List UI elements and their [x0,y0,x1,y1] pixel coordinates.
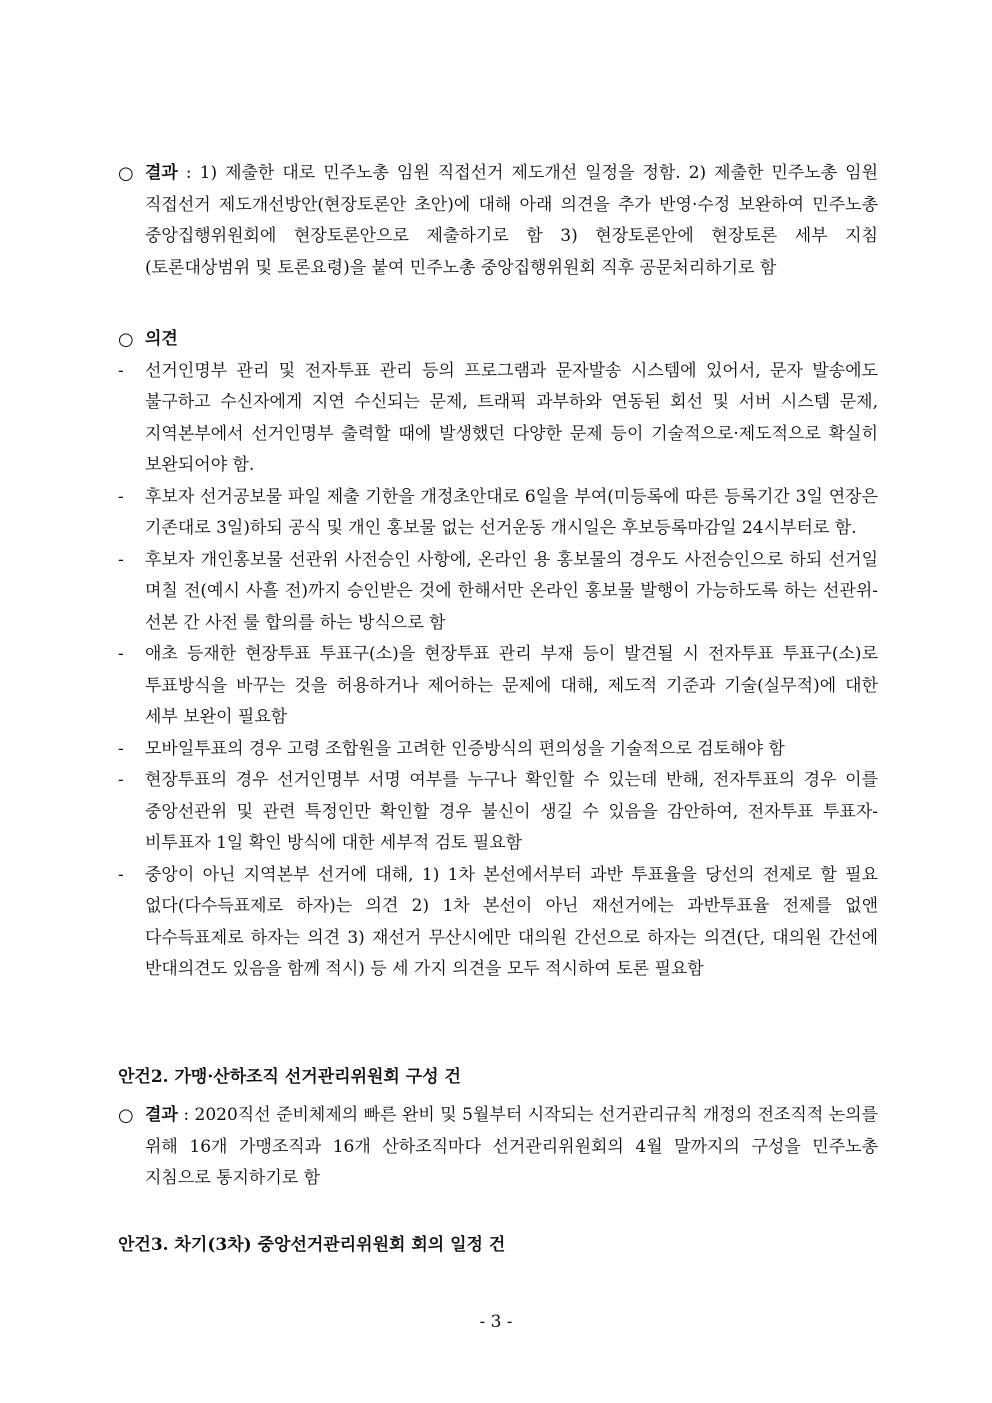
result-body: 2020직선 준비체제의 빠른 완비 및 5월부터 시작되는 선거관리규칙 개정의 전조직적 논의를 위해 16개 가맹조직과 16개 산하조직마다 선거관리위원회의 4월 말까지의 구성을 민주노총 지침으로 통지하기로 함 [145,1105,878,1188]
opinion-list-item [118,860,878,986]
result-body: 1) 제출한 대로 민주노총 임원 직접선거 제도개선 일정을 정함. 2) 제출한 민주노총 임원 직접선거 제도개선방안(현장토론안 초안)에 대해 아래 의견을 추가 반영·수정 보완하여 민주노총 중앙집행위원회에 현장토론안으로 제출하기로 함 3) 현장토론안에 현장토론 세부 지침(토론대상범위 및 토론요령)을 붙여 민주노총 중앙집행위원회 직후 공문처리하기로 함 [145,163,878,278]
dash-bullet: - [118,360,124,381]
opinion-list-item [118,545,878,640]
opinion-text: 중앙이 아닌 지역본부 선거에 대해, 1) 1차 본선에서부터 과반 투표율을 당선의 전제로 할 필요 없다(다수득표제로 하자)는 의견 2) 1차 본선이 아닌 재선거에는 과반투표율 전제를 없앤 다수득표제로 하자는 의견 3) 재선거 무산시에만 대의원 간선으로 하자는 의견(단, 대의원 간선에 반대의견도 있음을 함께 적시) 등 세 가지 의견을 모두 적시하여 토론 필요함 [145,864,878,979]
dash-bullet: - [118,486,124,507]
result-colon: : [177,163,200,183]
opinion-list-item [118,734,878,766]
opinion-list-item [118,482,878,545]
agenda1-result-item [118,158,878,284]
page-number: - 3 - [479,1312,513,1332]
dash-bullet: - [118,864,124,885]
circle-bullet-icon: ○ [118,163,134,184]
opinion-text: 애초 등재한 현장투표 투표구(소)을 현장투표 관리 부재 등이 발견될 시 전자투표 투표구(소)로 투표방식을 바꾸는 것을 허용하거나 제어하는 문제에 대해, 제도적 기준과 기술(실무적)에 대한 세부 보완이 필요함 [145,644,878,727]
agenda2-heading: 안건2. 가맹·산하조직 선거관리위원회 구성 건 [118,1067,461,1087]
result-label: 결과 [145,1105,178,1125]
opinion-text: 현장투표의 경우 선거인명부 서명 여부를 누구나 확인할 수 있는데 반해, 전자투표의 경우 이를 중앙선관위 및 관련 특정인만 확인할 경우 불신이 생길 수 있음을 감안하여, 전자투표 투표자-비투표자 1일 확인 방식에 대한 세부적 검토 필요함 [145,770,878,853]
opinion-text: 후보자 선거공보물 파일 제출 기한을 개정초안대로 6일을 부여(미등록에 따른 등록기간 3일 연장은 기존대로 3일)하되 공식 및 개인 홍보물 없는 선거운동 개시일은 후보등록마감일 24시부터로 함. [145,486,878,538]
opinion-label: 의견 [145,329,178,349]
opinion-text: 모바일투표의 경우 고령 조합원을 고려한 인증방식의 편의성을 기술적으로 검토해야 함 [145,738,785,759]
dash-bullet: - [118,644,124,664]
opinion-list-item [118,765,878,860]
result-colon: : [177,1105,195,1125]
agenda1-result-text [145,158,878,284]
opinion-text: 선거인명부 관리 및 전자투표 관리 등의 프로그램과 문자발송 시스템에 있어서, 문자 발송에도 불구하고 수신자에게 지연 수신되는 문제, 트래픽 과부하와 연동된 회선 및 서버 시스템 문제, 지역본부에서 선거인명부 출력할 때에 발생했던 다양한 문제 등이 기술적으로·제도적으로 확실히 보완되어야 함. [145,360,878,475]
opinion-text: 후보자 개인홍보물 선관위 사전승인 사항에, 온라인 용 홍보물의 경우도 사전승인으로 하되 선거일 며칠 전(예시 사흘 전)까지 승인받은 것에 한해서만 온라인 홍보물 발행이 가능하도록 하는 선관위-선본 간 사전 룰 합의를 하는 방식으로 함 [145,549,878,633]
agenda3-heading: 안건3. 차기(3차) 중앙선거관리위원회 회의 일정 건 [118,1235,506,1255]
agenda1-result-block [118,158,878,284]
opinion-header [118,324,878,356]
agenda2-result-text [145,1100,878,1195]
dash-bullet: - [118,549,124,570]
circle-bullet-icon: ○ [118,1105,134,1126]
result-label: 결과 [145,163,178,183]
agenda2-result-item [118,1100,878,1195]
circle-bullet-icon: ○ [118,329,134,350]
agenda2-result-block [118,1100,878,1195]
dash-bullet: - [118,738,124,759]
dash-bullet: - [118,770,124,790]
opinion-list-item [118,639,878,734]
agenda1-opinion-block [118,324,878,986]
opinion-list-item [118,356,878,482]
